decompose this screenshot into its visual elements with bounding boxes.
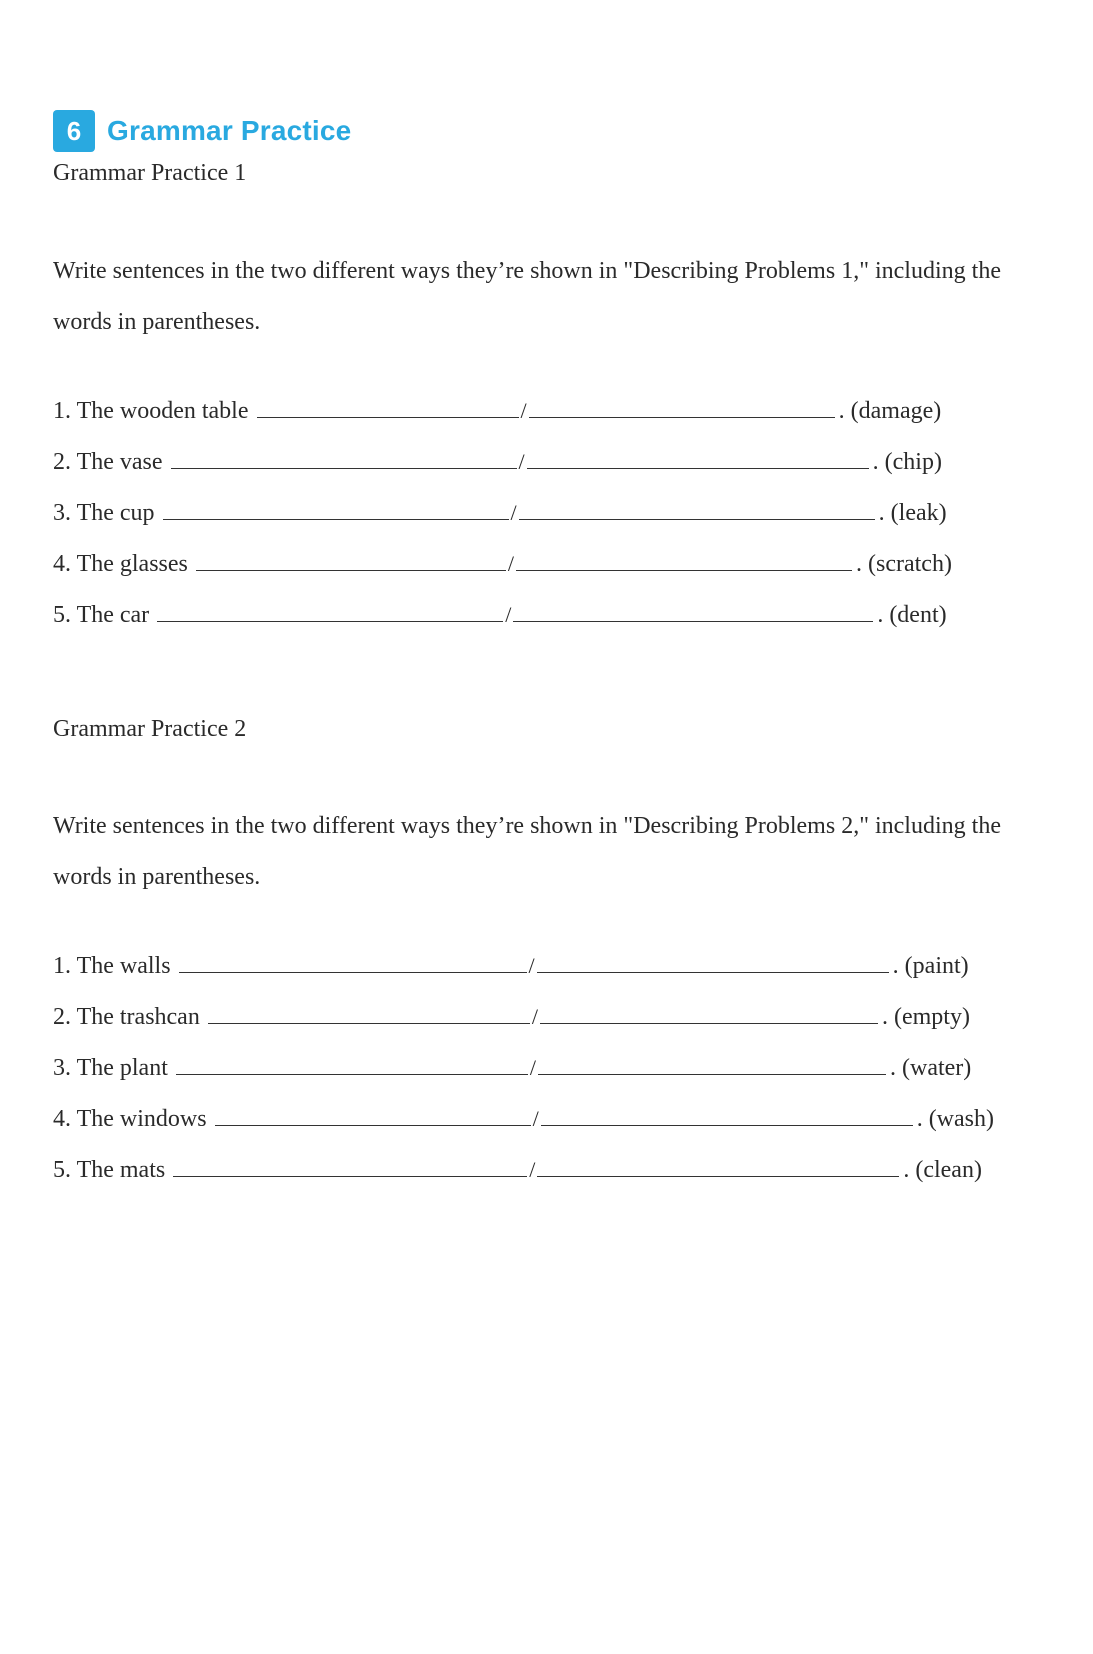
practice-2-instruction: Write sentences in the two different ways they’re shown in "Describing Problems 2," including the words in parentheses. (53, 813, 1001, 890)
separator-slash: / (529, 1055, 536, 1080)
practice-2-exercise-list (53, 950, 1013, 1205)
answer-blank-1[interactable] (257, 395, 519, 418)
exercise-label: 3. The cup (53, 500, 155, 526)
answer-blank-1[interactable] (215, 1103, 531, 1126)
separator-slash: / (520, 398, 527, 423)
exercise-label: 5. The car (53, 602, 150, 628)
separator-slash: / (528, 953, 535, 978)
exercise-row (53, 446, 1013, 497)
exercise-hint: . (wash) (916, 1106, 994, 1132)
answer-blank-2[interactable] (519, 497, 875, 520)
exercise-row (53, 1103, 1013, 1154)
answer-blank-1[interactable] (208, 1001, 530, 1024)
answer-blank-2[interactable] (537, 1154, 899, 1177)
separator-slash: / (510, 500, 517, 525)
exercise-row (53, 548, 1013, 599)
exercise-row (53, 395, 1013, 446)
section-title: Grammar Practice (107, 115, 352, 146)
answer-blank-2[interactable] (541, 1103, 913, 1126)
exercise-hint: . (empty) (881, 1004, 970, 1030)
exercise-row (53, 599, 1013, 650)
separator-slash: / (507, 551, 514, 576)
separator-slash: / (518, 449, 525, 474)
answer-blank-2[interactable] (529, 395, 835, 418)
exercise-hint: . (dent) (877, 602, 947, 628)
answer-blank-2[interactable] (538, 1052, 886, 1075)
exercise-label: 2. The trashcan (53, 1004, 200, 1030)
answer-blank-2[interactable] (513, 599, 873, 622)
practice-1-title: Grammar Practice 1 (53, 160, 247, 186)
exercise-hint: . (paint) (892, 953, 969, 979)
answer-blank-1[interactable] (171, 446, 517, 469)
section-number-badge: 6 (53, 110, 95, 152)
answer-blank-2[interactable] (527, 446, 869, 469)
answer-blank-1[interactable] (196, 548, 506, 571)
exercise-row (53, 1001, 1013, 1052)
answer-blank-1[interactable] (157, 599, 503, 622)
answer-blank-1[interactable] (176, 1052, 528, 1075)
exercise-label: 4. The glasses (53, 551, 188, 577)
exercise-hint: . (water) (890, 1055, 972, 1081)
exercise-label: 1. The walls (53, 953, 171, 979)
practice-1-exercise-list (53, 395, 1013, 650)
practice-1-instruction: Write sentences in the two different ways they’re shown in "Describing Problems 1," including the words in parentheses. (53, 258, 1001, 335)
answer-blank-1[interactable] (179, 950, 527, 973)
exercise-hint: . (scratch) (856, 551, 952, 577)
answer-blank-1[interactable] (173, 1154, 527, 1177)
separator-slash: / (531, 1004, 538, 1029)
answer-blank-1[interactable] (163, 497, 509, 520)
exercise-label: 1. The wooden table (53, 398, 249, 424)
exercise-row (53, 950, 1013, 1001)
exercise-hint: . (chip) (872, 449, 942, 475)
exercise-label: 5. The mats (53, 1157, 166, 1183)
exercise-label: 2. The vase (53, 449, 163, 475)
answer-blank-2[interactable] (516, 548, 852, 571)
exercise-row (53, 1154, 1013, 1205)
exercise-hint: . (leak) (878, 500, 947, 526)
answer-blank-2[interactable] (537, 950, 889, 973)
exercise-hint: . (damage) (838, 398, 942, 424)
separator-slash: / (529, 1157, 536, 1182)
exercise-row (53, 497, 1013, 548)
section-header (53, 110, 351, 152)
exercise-label: 3. The plant (53, 1055, 168, 1081)
separator-slash: / (532, 1106, 539, 1131)
practice-2-title: Grammar Practice 2 (53, 716, 247, 742)
exercise-row (53, 1052, 1013, 1103)
separator-slash: / (505, 602, 512, 627)
exercise-hint: . (clean) (903, 1157, 982, 1183)
exercise-label: 4. The windows (53, 1106, 207, 1132)
answer-blank-2[interactable] (540, 1001, 878, 1024)
